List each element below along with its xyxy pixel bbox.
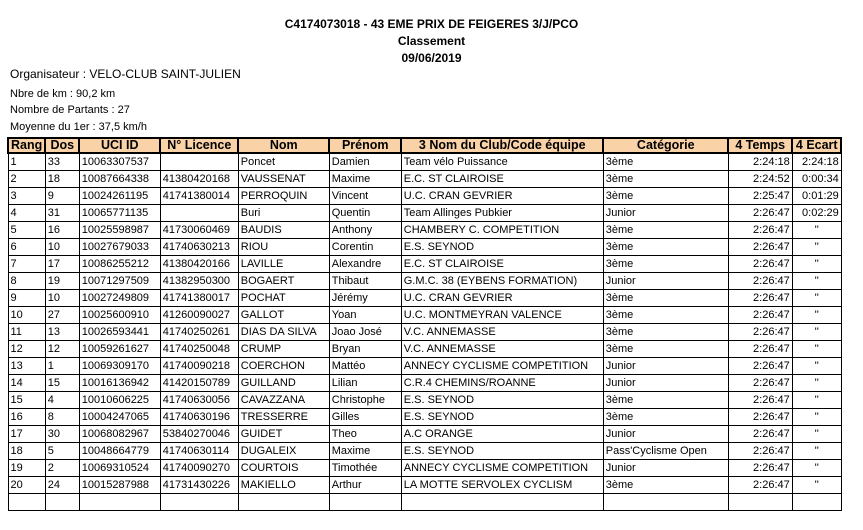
cell-rang: 8 — [8, 273, 45, 290]
cell-club — [401, 494, 603, 511]
ranking-heading: Classement — [397, 34, 466, 48]
cell-club: E.S. SEYNOD — [401, 409, 603, 426]
cell-categorie: Junior — [603, 358, 728, 375]
cell-licence: 41741380017 — [160, 290, 238, 307]
cell-temps: 2:25:47 — [728, 188, 792, 205]
cell-nom — [238, 494, 329, 511]
cell-club: E.C. ST CLAIROISE — [401, 256, 603, 273]
organizer-label: Organisateur : VELO-CLUB SAINT-JULIEN — [10, 67, 241, 81]
cell-licence: 53840270046 — [160, 426, 238, 443]
cell-nom: COERCHON — [238, 358, 329, 375]
cell-club: V.C. ANNEMASSE — [401, 324, 603, 341]
cell-prenom: Corentin — [329, 239, 401, 256]
cell-club: ANNECY CYCLISME COMPETITION — [401, 358, 603, 375]
col-prenom: Prénom — [329, 138, 401, 153]
cell-ecart: '' — [792, 273, 841, 290]
cell-club: G.M.C. 38 (EYBENS FORMATION) — [401, 273, 603, 290]
cell-licence: 41740250048 — [160, 341, 238, 358]
cell-ecart: '' — [792, 256, 841, 273]
cell-temps: 2:26:47 — [728, 426, 792, 443]
table-row — [8, 358, 841, 375]
cell-dos: 27 — [45, 307, 79, 324]
cell-prenom: Maxime — [329, 171, 401, 188]
cell-uci-id: 10004247065 — [79, 409, 160, 426]
cell-prenom: Lilian — [329, 375, 401, 392]
cell-categorie: 3ème — [603, 222, 728, 239]
cell-prenom: Gilles — [329, 409, 401, 426]
cell-temps: 2:26:47 — [728, 222, 792, 239]
cell-licence: 41420150789 — [160, 375, 238, 392]
cell-dos: 12 — [45, 341, 79, 358]
col-categorie: Catégorie — [603, 138, 728, 153]
cell-ecart: 0:00:34 — [792, 171, 841, 188]
cell-categorie: Junior — [603, 273, 728, 290]
table-row — [8, 409, 841, 426]
cell-dos: 24 — [45, 477, 79, 494]
cell-prenom: Thibaut — [329, 273, 401, 290]
cell-rang: 17 — [8, 426, 45, 443]
cell-rang: 5 — [8, 222, 45, 239]
cell-ecart: '' — [792, 426, 841, 443]
cell-uci-id: 10069310524 — [79, 460, 160, 477]
cell-dos: 10 — [45, 239, 79, 256]
cell-rang: 14 — [8, 375, 45, 392]
cell-rang: 16 — [8, 409, 45, 426]
cell-dos: 10 — [45, 290, 79, 307]
cell-club: U.C. CRAN GEVRIER — [401, 188, 603, 205]
cell-temps: 2:26:47 — [728, 273, 792, 290]
cell-licence: 41380420166 — [160, 256, 238, 273]
cell-uci-id: 10027679033 — [79, 239, 160, 256]
cell-prenom: Yoan — [329, 307, 401, 324]
cell-nom: Poncet — [238, 153, 329, 171]
cell-temps: 2:26:47 — [728, 409, 792, 426]
cell-rang: 12 — [8, 341, 45, 358]
cell-dos: 2 — [45, 460, 79, 477]
cell-categorie: 3ème — [603, 341, 728, 358]
cell-ecart: '' — [792, 324, 841, 341]
cell-uci-id: 10069309170 — [79, 358, 160, 375]
cell-temps: 2:26:47 — [728, 290, 792, 307]
cell-rang: 6 — [8, 239, 45, 256]
cell-club: ANNECY CYCLISME COMPETITION — [401, 460, 603, 477]
col-rang: Rang — [8, 138, 45, 153]
cell-temps: 2:24:52 — [728, 171, 792, 188]
cell-licence: 41740630056 — [160, 392, 238, 409]
cell-licence: 41740630114 — [160, 443, 238, 460]
cell-club: V.C. ANNEMASSE — [401, 341, 603, 358]
cell-licence: 41740630196 — [160, 409, 238, 426]
cell-prenom: Bryan — [329, 341, 401, 358]
cell-licence: 41740250261 — [160, 324, 238, 341]
cell-ecart: '' — [792, 341, 841, 358]
cell-licence: 41382950300 — [160, 273, 238, 290]
table-row — [8, 477, 841, 494]
cell-temps: 2:26:47 — [728, 341, 792, 358]
header-row — [8, 138, 841, 153]
table-row — [8, 239, 841, 256]
cell-uci-id: 10071297509 — [79, 273, 160, 290]
cell-dos: 18 — [45, 171, 79, 188]
cell-nom: CAVAZZANA — [238, 392, 329, 409]
cell-categorie: 3ème — [603, 290, 728, 307]
cell-licence: 41731430226 — [160, 477, 238, 494]
cell-categorie: 3ème — [603, 188, 728, 205]
col-nom: Nom — [238, 138, 329, 153]
cell-ecart — [792, 494, 841, 511]
cell-club: Team Allinges Pubkier — [401, 205, 603, 222]
cell-nom: GALLOT — [238, 307, 329, 324]
cell-nom: DUGALEIX — [238, 443, 329, 460]
cell-ecart: 0:02:29 — [792, 205, 841, 222]
col-licence: N° Licence — [160, 138, 238, 153]
cell-prenom: Mattéo — [329, 358, 401, 375]
cell-temps: 2:26:47 — [728, 358, 792, 375]
starters-label: Nombre de Partants : 27 — [10, 104, 130, 116]
cell-rang: 10 — [8, 307, 45, 324]
cell-temps: 2:26:47 — [728, 443, 792, 460]
cell-nom: BOGAERT — [238, 273, 329, 290]
table-row — [8, 273, 841, 290]
cell-rang: 4 — [8, 205, 45, 222]
cell-dos: 19 — [45, 273, 79, 290]
cell-rang: 7 — [8, 256, 45, 273]
table-row — [8, 426, 841, 443]
cell-prenom: Christophe — [329, 392, 401, 409]
cell-dos: 4 — [45, 392, 79, 409]
cell-nom: RIOU — [238, 239, 329, 256]
cell-prenom: Arthur — [329, 477, 401, 494]
cell-categorie: Junior — [603, 375, 728, 392]
cell-categorie — [603, 494, 728, 511]
cell-uci-id: 10024261195 — [79, 188, 160, 205]
cell-uci-id: 10086255212 — [79, 256, 160, 273]
cell-rang: 11 — [8, 324, 45, 341]
cell-prenom: Quentin — [329, 205, 401, 222]
table-row — [8, 153, 841, 171]
col-temps: 4 Temps — [728, 138, 792, 153]
cell-dos: 16 — [45, 222, 79, 239]
cell-dos: 9 — [45, 188, 79, 205]
cell-nom: VAUSSENAT — [238, 171, 329, 188]
cell-club: E.S. SEYNOD — [401, 443, 603, 460]
cell-dos: 30 — [45, 426, 79, 443]
cell-rang: 1 — [8, 153, 45, 171]
cell-ecart: '' — [792, 443, 841, 460]
cell-categorie: 3ème — [603, 239, 728, 256]
cell-club: A.C ORANGE — [401, 426, 603, 443]
cell-categorie: Junior — [603, 205, 728, 222]
cell-uci-id: 10065771135 — [79, 205, 160, 222]
results-table — [7, 137, 842, 511]
table-row — [8, 460, 841, 477]
cell-nom: TRESSERRE — [238, 409, 329, 426]
cell-dos: 13 — [45, 324, 79, 341]
cell-uci-id: 10010606225 — [79, 392, 160, 409]
cell-licence: 41740090270 — [160, 460, 238, 477]
cell-nom: POCHAT — [238, 290, 329, 307]
cell-nom: Buri — [238, 205, 329, 222]
cell-dos: 1 — [45, 358, 79, 375]
cell-ecart: 2:24:18 — [792, 153, 841, 171]
cell-temps: 2:26:47 — [728, 239, 792, 256]
table-row — [8, 494, 841, 511]
table-row — [8, 375, 841, 392]
table-row — [8, 256, 841, 273]
cell-prenom: Jérémy — [329, 290, 401, 307]
cell-prenom: Timothée — [329, 460, 401, 477]
cell-club: U.C. MONTMEYRAN VALENCE — [401, 307, 603, 324]
table-row — [8, 443, 841, 460]
cell-temps: 2:26:47 — [728, 256, 792, 273]
cell-categorie: 3ème — [603, 392, 728, 409]
cell-licence — [160, 205, 238, 222]
cell-uci-id: 10027249809 — [79, 290, 160, 307]
cell-dos: 17 — [45, 256, 79, 273]
cell-categorie: Junior — [603, 426, 728, 443]
cell-licence: 41260090027 — [160, 307, 238, 324]
table-row — [8, 222, 841, 239]
cell-club: U.C. CRAN GEVRIER — [401, 290, 603, 307]
cell-club: LA MOTTE SERVOLEX CYCLISM — [401, 477, 603, 494]
col-club: 3 Nom du Club/Code équipe — [401, 138, 603, 153]
cell-dos: 15 — [45, 375, 79, 392]
cell-licence: 41740090218 — [160, 358, 238, 375]
cell-ecart: '' — [792, 392, 841, 409]
cell-prenom: Vincent — [329, 188, 401, 205]
cell-temps: 2:24:18 — [728, 153, 792, 171]
col-uci-id: UCI ID — [79, 138, 160, 153]
cell-nom: BAUDIS — [238, 222, 329, 239]
cell-uci-id: 10087664338 — [79, 171, 160, 188]
cell-temps: 2:26:47 — [728, 460, 792, 477]
cell-categorie: 3ème — [603, 256, 728, 273]
table-row — [8, 290, 841, 307]
average-speed-label: Moyenne du 1er : 37,5 km/h — [10, 121, 147, 133]
cell-ecart: 0:01:29 — [792, 188, 841, 205]
race-title: C4174073018 - 43 EME PRIX DE FEIGERES 3/J/PCO — [284, 17, 579, 31]
cell-uci-id: 10068082967 — [79, 426, 160, 443]
cell-uci-id: 10015287988 — [79, 477, 160, 494]
cell-uci-id: 10063307537 — [79, 153, 160, 171]
cell-nom: CRUMP — [238, 341, 329, 358]
cell-categorie: 3ème — [603, 477, 728, 494]
cell-categorie: 3ème — [603, 324, 728, 341]
cell-temps: 2:26:47 — [728, 477, 792, 494]
distance-label: Nbre de km : 90,2 km — [10, 88, 116, 100]
cell-prenom: Damien — [329, 153, 401, 171]
cell-dos: 5 — [45, 443, 79, 460]
cell-uci-id: 10048664779 — [79, 443, 160, 460]
race-date: 09/06/2019 — [401, 51, 462, 65]
cell-categorie: Junior — [603, 460, 728, 477]
cell-licence — [160, 153, 238, 171]
cell-club: Team vélo Puissance — [401, 153, 603, 171]
cell-rang: 19 — [8, 460, 45, 477]
cell-temps: 2:26:47 — [728, 307, 792, 324]
cell-categorie: Pass'Cyclisme Open — [603, 443, 728, 460]
cell-categorie: 3ème — [603, 153, 728, 171]
cell-prenom: Theo — [329, 426, 401, 443]
table-row — [8, 341, 841, 358]
table-row — [8, 324, 841, 341]
cell-licence: 41740630213 — [160, 239, 238, 256]
cell-licence: 41380420168 — [160, 171, 238, 188]
table-row — [8, 205, 841, 222]
cell-rang: 3 — [8, 188, 45, 205]
cell-uci-id — [79, 494, 160, 511]
cell-rang: 18 — [8, 443, 45, 460]
cell-categorie: 3ème — [603, 307, 728, 324]
cell-rang: 2 — [8, 171, 45, 188]
cell-rang: 13 — [8, 358, 45, 375]
cell-categorie: 3ème — [603, 409, 728, 426]
cell-rang — [8, 494, 45, 511]
cell-rang: 9 — [8, 290, 45, 307]
table-row — [8, 307, 841, 324]
col-ecart: 4 Ecart — [792, 138, 841, 153]
cell-ecart: '' — [792, 307, 841, 324]
cell-temps: 2:26:47 — [728, 392, 792, 409]
cell-prenom: Anthony — [329, 222, 401, 239]
cell-ecart: '' — [792, 375, 841, 392]
cell-licence: 41730060469 — [160, 222, 238, 239]
cell-temps — [728, 494, 792, 511]
cell-nom: MAKIELLO — [238, 477, 329, 494]
cell-temps: 2:26:47 — [728, 205, 792, 222]
col-dos: Dos — [45, 138, 79, 153]
cell-nom: DIAS DA SILVA — [238, 324, 329, 341]
cell-ecart: '' — [792, 409, 841, 426]
cell-ecart: '' — [792, 222, 841, 239]
cell-nom: COURTOIS — [238, 460, 329, 477]
cell-dos: 31 — [45, 205, 79, 222]
cell-ecart: '' — [792, 477, 841, 494]
cell-nom: GUILLAND — [238, 375, 329, 392]
cell-temps: 2:26:47 — [728, 375, 792, 392]
cell-nom: GUIDET — [238, 426, 329, 443]
table-row — [8, 171, 841, 188]
cell-prenom: Joao José — [329, 324, 401, 341]
cell-licence — [160, 494, 238, 511]
cell-ecart: '' — [792, 358, 841, 375]
cell-licence: 41741380014 — [160, 188, 238, 205]
cell-ecart: '' — [792, 290, 841, 307]
cell-club: CHAMBERY C. COMPETITION — [401, 222, 603, 239]
cell-uci-id: 10025598987 — [79, 222, 160, 239]
table-row — [8, 392, 841, 409]
cell-temps: 2:26:47 — [728, 324, 792, 341]
cell-rang: 15 — [8, 392, 45, 409]
cell-dos: 33 — [45, 153, 79, 171]
cell-club: E.C. ST CLAIROISE — [401, 171, 603, 188]
cell-ecart: '' — [792, 460, 841, 477]
cell-ecart: '' — [792, 239, 841, 256]
cell-nom: PERROQUIN — [238, 188, 329, 205]
cell-rang: 20 — [8, 477, 45, 494]
cell-club: E.S. SEYNOD — [401, 392, 603, 409]
table-row — [8, 188, 841, 205]
cell-uci-id: 10016136942 — [79, 375, 160, 392]
cell-uci-id: 10025600910 — [79, 307, 160, 324]
cell-uci-id: 10026593441 — [79, 324, 160, 341]
cell-categorie: 3ème — [603, 171, 728, 188]
cell-dos: 8 — [45, 409, 79, 426]
cell-prenom: Alexandre — [329, 256, 401, 273]
cell-prenom — [329, 494, 401, 511]
cell-club: E.S. SEYNOD — [401, 239, 603, 256]
cell-prenom: Maxime — [329, 443, 401, 460]
cell-uci-id: 10059261627 — [79, 341, 160, 358]
cell-club: C.R.4 CHEMINS/ROANNE — [401, 375, 603, 392]
cell-dos — [45, 494, 79, 511]
cell-nom: LAVILLE — [238, 256, 329, 273]
